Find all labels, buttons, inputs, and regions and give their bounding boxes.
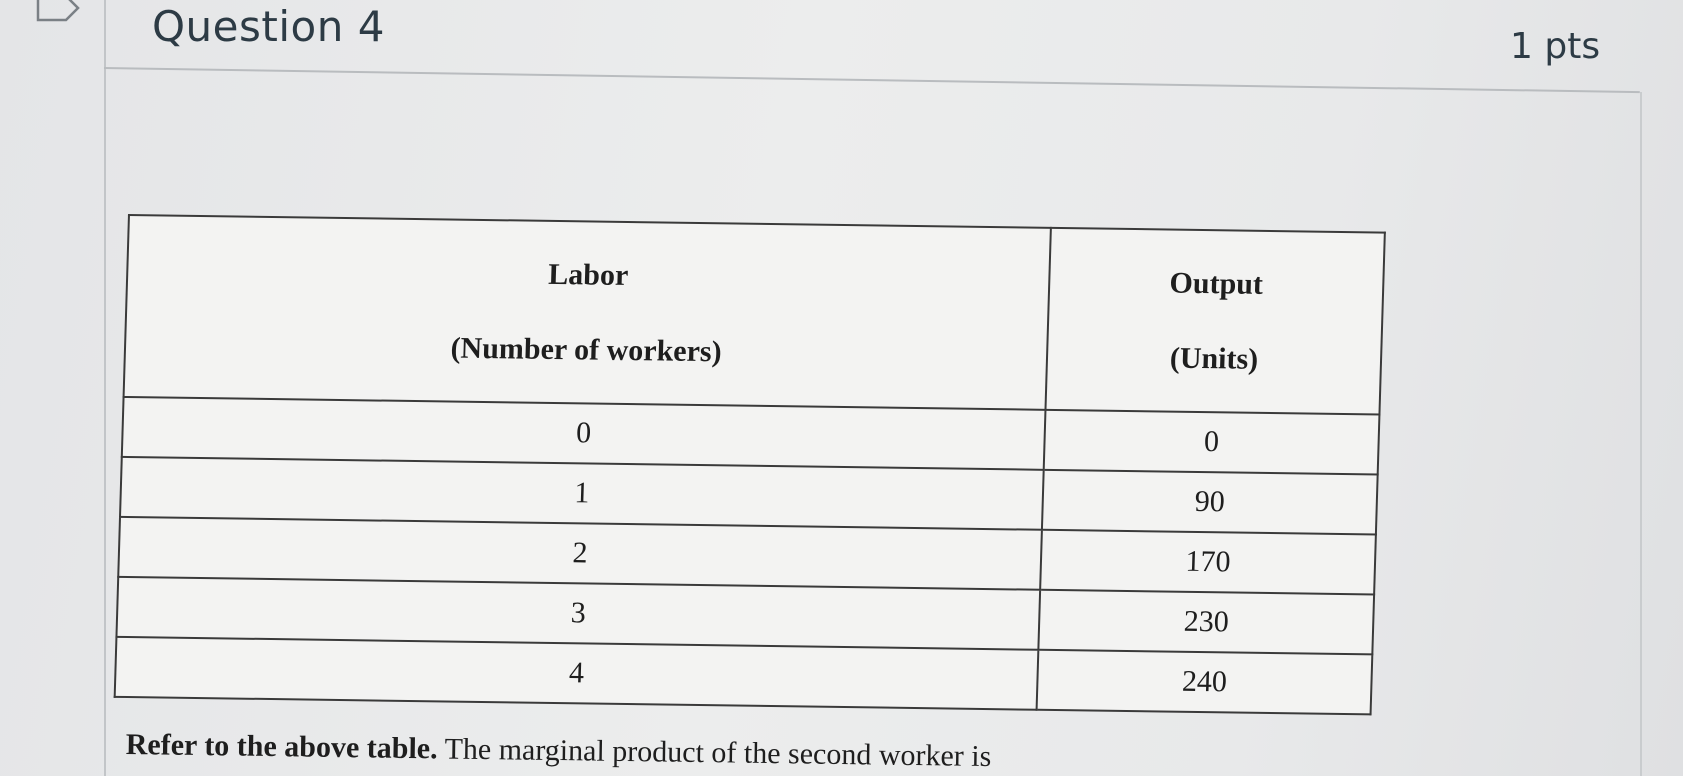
question-right-border <box>1640 92 1642 776</box>
output-cell: 230 <box>1038 590 1374 655</box>
labor-cell: 3 <box>116 577 1040 650</box>
question-prompt <box>126 728 992 774</box>
labor-header-subtitle: (Number of workers) <box>450 331 723 369</box>
production-table <box>114 214 1386 715</box>
output-header-subtitle: (Units) <box>1169 341 1259 376</box>
output-cell: 0 <box>1044 410 1380 475</box>
labor-header-title: Labor <box>547 257 629 292</box>
header-divider <box>104 67 1640 93</box>
question-prompt-text: The marginal product of the second worker is <box>437 732 992 774</box>
flag-icon[interactable] <box>36 0 80 30</box>
question-prompt-bold: Refer to the above table. <box>125 728 438 766</box>
output-header <box>1045 228 1384 415</box>
question-points: 1 pts <box>1510 26 1601 67</box>
labor-cell: 0 <box>122 397 1046 470</box>
output-cell: 90 <box>1042 470 1378 535</box>
output-cell: 240 <box>1037 650 1373 715</box>
table-header-row <box>124 215 1385 414</box>
production-table-wrapper <box>114 214 1386 715</box>
question-title: Question 4 <box>152 2 385 51</box>
output-header-title: Output <box>1169 266 1264 301</box>
output-cell: 170 <box>1040 530 1376 595</box>
question-left-border <box>104 0 106 776</box>
labor-cell: 1 <box>120 457 1044 530</box>
labor-header <box>124 215 1051 410</box>
labor-cell: 4 <box>115 637 1039 710</box>
labor-cell: 2 <box>118 517 1042 590</box>
